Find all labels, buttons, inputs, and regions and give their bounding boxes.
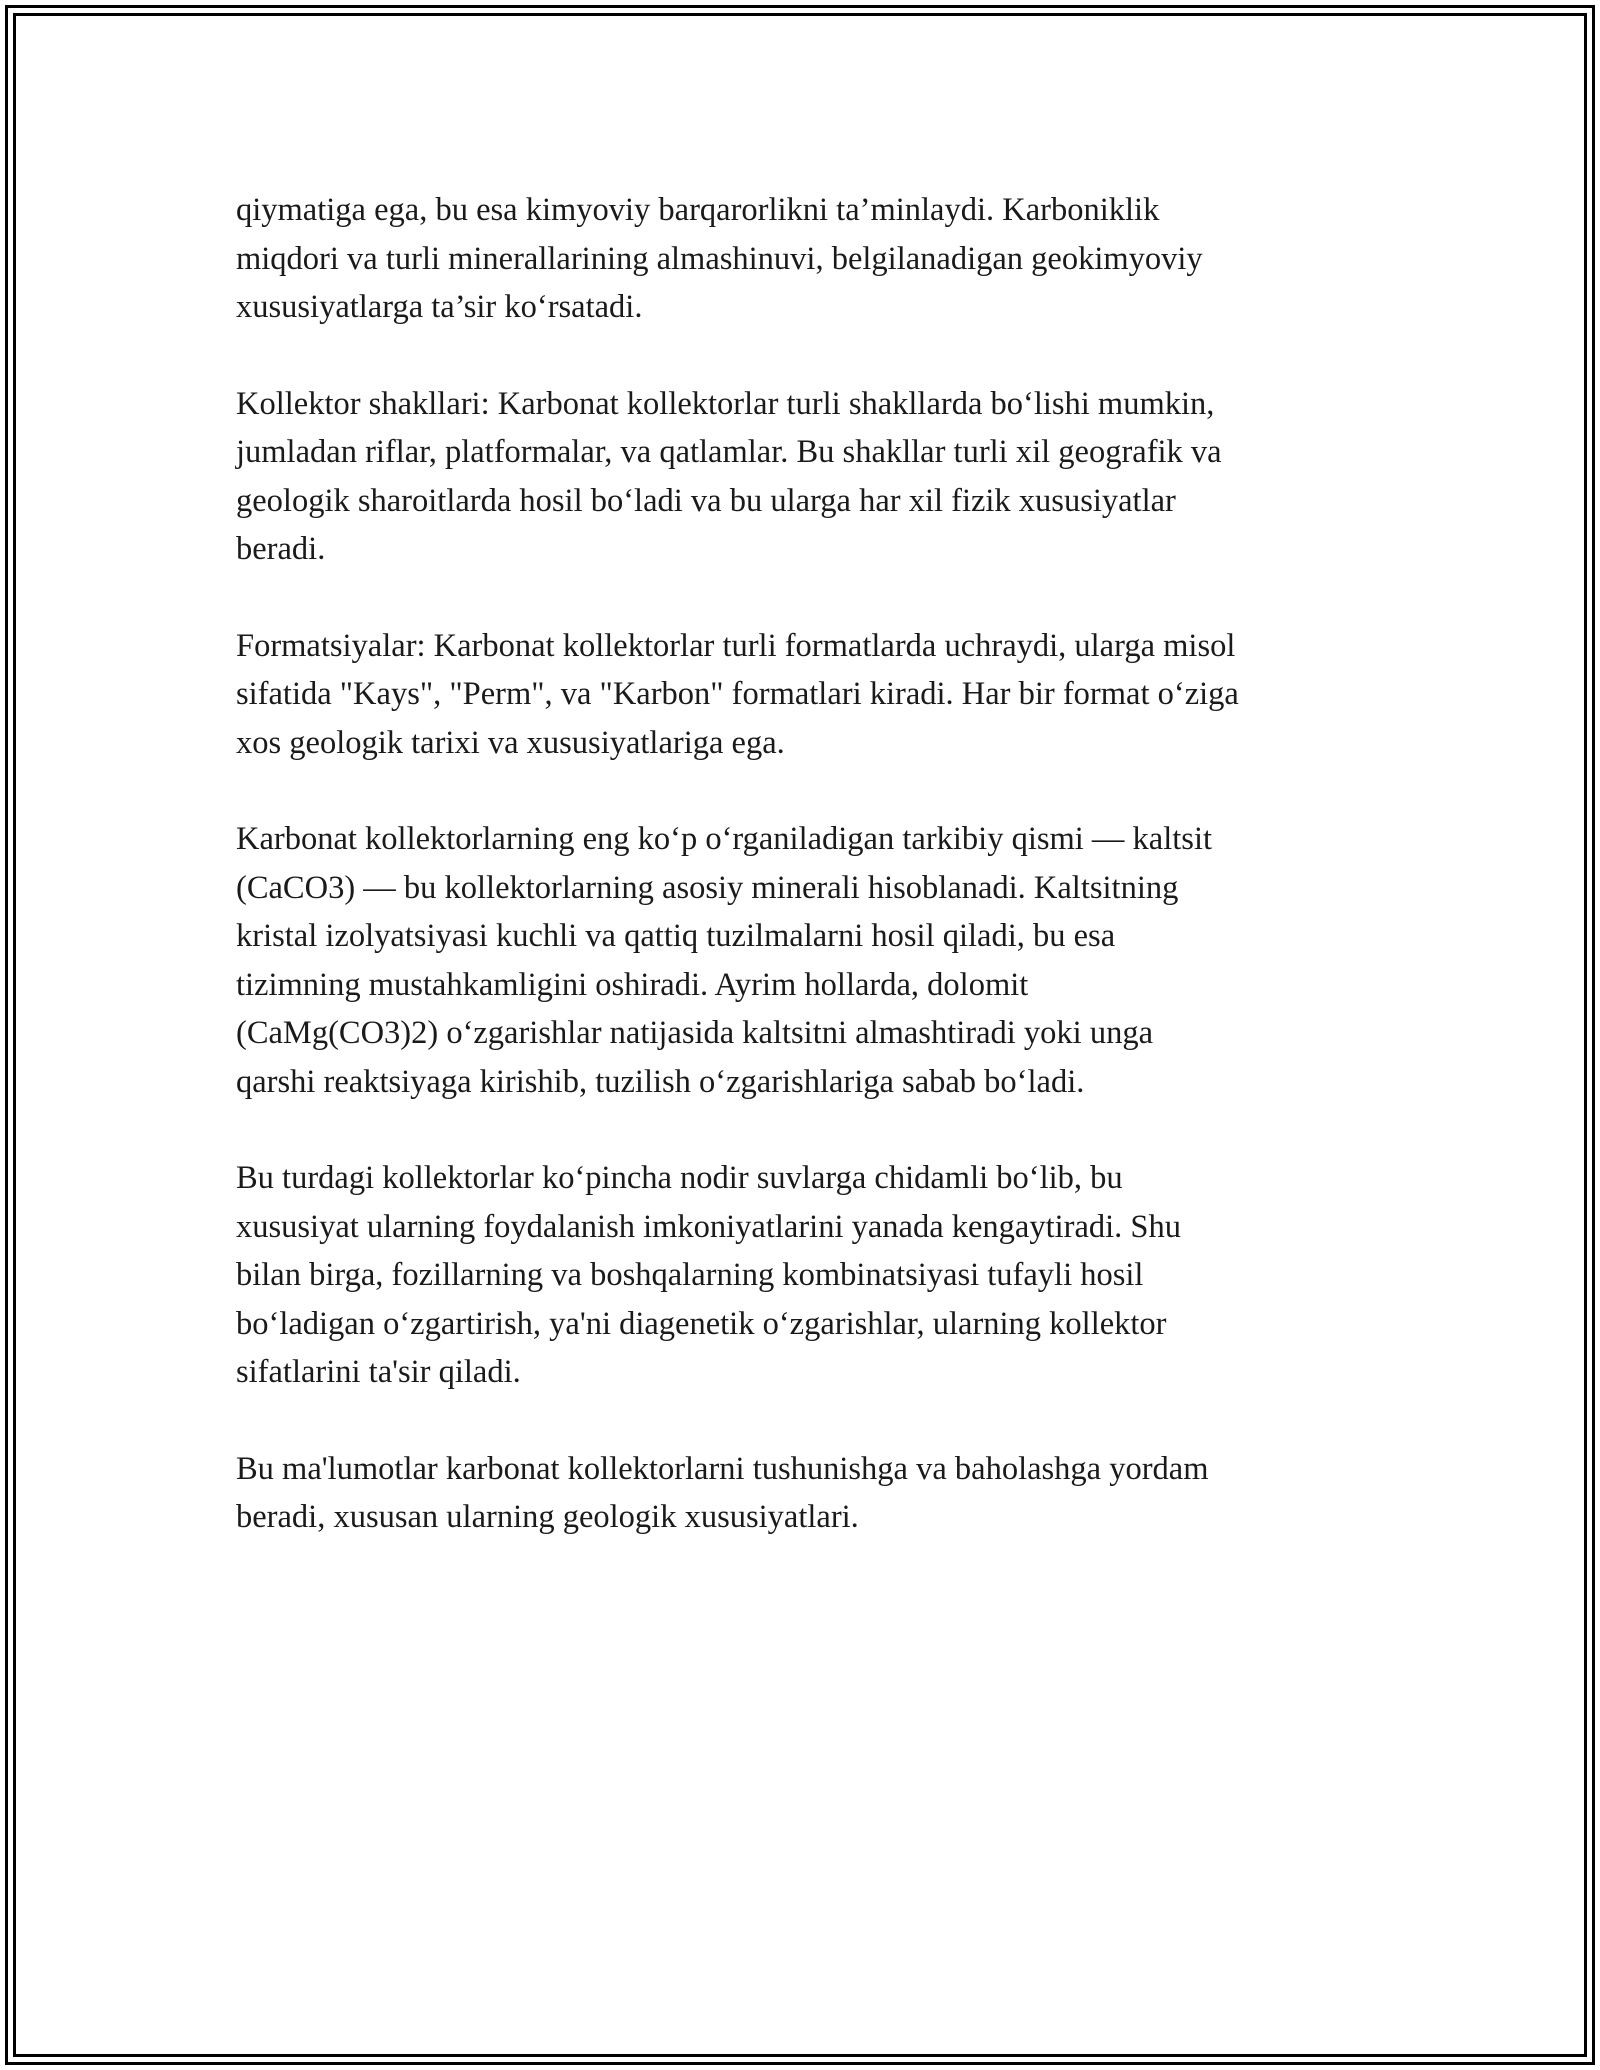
paragraph-conclusion: Bu ma'lumotlar karbonat kollektorlarni tushunishga va baholashga yordam beradi, xususan ularning geologik xususiyatlari. [236,1450,1209,1535]
document-body [236,186,1396,1590]
paragraph-formations: Formatsiyalar: Karbonat kollektorlar turli formatlarda uchraydi, ularga misol sifatida "Kays", "Perm", va "Karbon" formatlari kiradi. Har bir format o‘ziga xos geologik tarixi va xususiyatlariga ega. [236,627,1239,761]
paragraph-geochemistry: qiymatiga ega, bu esa kimyoviy barqarorlikni ta’minlaydi. Karboniklik miqdori va turli minerallarining almashinuvi, belgilanadigan geokimyoviy xususiyatlarga ta’sir ko‘rsatadi. [236,192,1203,325]
paragraph-collector-shapes: Kollektor shakllari: Karbonat kollektorlar turli shakllarda bo‘lishi mumkin, jumladan riflar, platformalar, va qatlamlar. Bu shakllar turli xil geografik va geologik sharoitlarda hosil bo‘ladi va bu ularga har xil fizik xususiyatlar beradi. [236,385,1222,567]
paragraph-water-resistance: Bu turdagi kollektorlar ko‘pincha nodir suvlarga chidamli bo‘lib, bu xususiyat ularning foydalanish imkoniyatlarini yanada kengaytiradi. Shu bilan birga, fozillarning va boshqalarning kombinatsiyasi tufayli hosil bo‘ladigan o‘zgartirish, ya'ni diagenetik o‘zgarishlar, ularning kollektor sifatlarini ta'sir qiladi. [236,1160,1182,1390]
paragraph-calcite: Karbonat kollektorlarning eng ko‘p o‘rganiladigan tarkibiy qismi — kaltsit (CaCO3) — bu kollektorlarning asosiy minerali hisoblanadi. Kaltsitning kristal izolyatsiyasi kuchli va qattiq tuzilmalarni hosil qiladi, bu esa tizimning mustahkamligini oshiradi. Ayrim hollarda, dolomit (CaMg(CO3)2) o‘zgarishlar natijasida kaltsitni almashtiradi yoki unga qarshi reaktsiyaga kirishib, tuzilish o‘zgarishlariga sabab bo‘ladi. [236,821,1212,1100]
